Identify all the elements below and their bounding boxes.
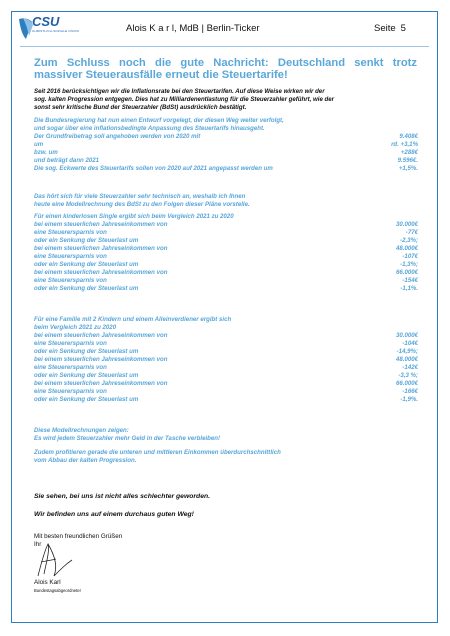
value-row xyxy=(34,396,418,404)
intro-paragraph xyxy=(34,88,418,112)
page-number: 5 xyxy=(400,23,406,34)
value-rows xyxy=(34,133,418,173)
text-line: Diese Modellrechnungen zeigen: xyxy=(34,427,129,434)
value-row xyxy=(34,356,418,364)
row-label: bei einem steuerlichen Jahreseinkommen von xyxy=(34,356,168,364)
row-value: -1,3%; xyxy=(400,261,418,269)
text-line: Das hört sich für viele Steuerzahler sehr technisch an, weshalb ich Ihnen xyxy=(34,193,246,200)
row-label: oder ein Senkung der Steuerlast um xyxy=(34,237,139,245)
row-value: +1,5%. xyxy=(398,165,418,173)
row-label: eine Steuerersparnis von xyxy=(34,253,107,261)
text-line: Es wird jedem Steuerzahler mehr Geld in der Tasche verbleiben! xyxy=(34,435,221,443)
logo-wordmark: CSU xyxy=(32,14,60,29)
row-label: bei einem steuerlichen Jahreseinkommen von xyxy=(34,221,168,229)
row-value: 48.000€ xyxy=(395,356,418,364)
row-value: 9.408€ xyxy=(399,133,418,141)
header-title: Alois K a r l, MdB | Berlin-Ticker xyxy=(126,23,260,34)
value-rows xyxy=(34,221,418,293)
row-value: -104€ xyxy=(402,340,418,348)
value-row xyxy=(34,133,418,141)
signatory-name: Alois Karl xyxy=(34,579,61,586)
row-value: 48.000€ xyxy=(395,245,418,253)
row-value: 66.000€ xyxy=(395,269,418,277)
row-label: oder ein Senkung der Steuerlast um xyxy=(34,396,139,404)
row-label: eine Steuerersparnis von xyxy=(34,340,107,348)
value-row xyxy=(34,141,418,149)
intro-line: sonst sehr kritische Bund der Steuerzahler (BdSt) ausdrücklich bestätigt. xyxy=(34,103,247,111)
row-label: bzw. um xyxy=(34,149,58,157)
value-row xyxy=(34,285,418,293)
row-value: 30.000€ xyxy=(395,221,418,229)
row-label: eine Steuerersparnis von xyxy=(34,277,107,285)
row-label: oder ein Senkung der Steuerlast um xyxy=(34,285,139,293)
header-page-label xyxy=(374,23,406,34)
value-row xyxy=(34,229,418,237)
value-row xyxy=(34,340,418,348)
row-label: bei einem steuerlichen Jahreseinkommen von xyxy=(34,245,168,253)
value-row xyxy=(34,388,418,396)
row-label: bei einem steuerlichen Jahreseinkommen von xyxy=(34,269,168,277)
row-value: -154€ xyxy=(402,277,418,285)
row-value: +288€ xyxy=(400,149,418,157)
greeting-yours: Ihr xyxy=(34,541,42,548)
text-line: Für einen kinderlosen Single ergibt sich beim Vergleich 2021 zu 2020 xyxy=(34,213,234,220)
text-line: heute eine Modellrechnung des BdSt zu den Folgen dieser Pläne vorstelle. xyxy=(34,201,250,209)
value-rows xyxy=(34,332,418,404)
value-row xyxy=(34,269,418,277)
intro-line: Seit 2016 berücksichtigen wir die Inflationsrate bei den Steuertarifen. Auf diese Weise wirken wir der xyxy=(34,88,325,95)
progression-block xyxy=(34,449,418,465)
value-row xyxy=(34,332,418,340)
signatory-role: Bundestagsabgeordneter xyxy=(34,588,82,593)
closing-line: Sie sehen, bei uns ist nicht alles schlechter geworden. xyxy=(34,493,211,500)
text-line: beim Vergleich 2021 zu 2020 xyxy=(34,324,117,332)
row-value: -107€ xyxy=(402,253,418,261)
row-value: 30.000€ xyxy=(395,332,418,340)
headline-line: Zum Schluss noch die gute Nachricht: Deutschland senkt trotz xyxy=(34,57,417,69)
value-row xyxy=(34,253,418,261)
value-row xyxy=(34,237,418,245)
row-label: um xyxy=(34,141,44,149)
row-value: 66.000€ xyxy=(395,380,418,388)
row-value: -1,1%. xyxy=(400,285,418,293)
row-label: und beträgt dann 2021 xyxy=(34,157,100,165)
intro-line: sog. kalten Progression entgegen. Dies hat zu Milliardenentlastung für die Steuerzahler geführt, wie der xyxy=(34,95,335,103)
row-label: Die sog. Eckwerte des Steuertarifs sollen von 2020 auf 2021 angepasst werden um xyxy=(34,165,273,173)
row-label: eine Steuerersparnis von xyxy=(34,388,107,396)
row-value: -142€ xyxy=(402,364,418,372)
row-value: -77€ xyxy=(405,229,418,237)
row-value: -2,3%; xyxy=(400,237,418,245)
header-divider xyxy=(20,46,429,47)
row-value: 9.596€. xyxy=(397,157,418,165)
value-row xyxy=(34,372,418,380)
row-label: bei einem steuerlichen Jahreseinkommen von xyxy=(34,380,168,388)
value-row xyxy=(34,245,418,253)
model-conclusion-block xyxy=(34,427,418,443)
value-row xyxy=(34,277,418,285)
value-row xyxy=(34,364,418,372)
single-comparison-block xyxy=(34,213,418,293)
tax-draft-block xyxy=(34,117,418,173)
explanation-block xyxy=(34,193,418,209)
value-row xyxy=(34,348,418,356)
value-row xyxy=(34,261,418,269)
value-row xyxy=(34,149,418,157)
family-comparison-block xyxy=(34,316,418,405)
page-header xyxy=(12,12,437,48)
row-value: -3,3 %; xyxy=(398,372,418,380)
row-value: -1,9%. xyxy=(400,396,418,404)
row-value: -166€ xyxy=(402,388,418,396)
text-line: Zudem profitieren gerade die unteren und mittleren Einkommen überdurchschnittlich xyxy=(34,449,281,456)
value-row xyxy=(34,157,418,165)
headline xyxy=(34,57,417,81)
row-label: oder ein Senkung der Steuerlast um xyxy=(34,261,139,269)
row-label: Der Grundfreibetrag soll angehoben werden von 2020 mit xyxy=(34,133,201,141)
value-row xyxy=(34,165,418,173)
row-value: rd. +3,1% xyxy=(391,141,418,149)
text-line: vom Abbau der kalten Progression. xyxy=(34,457,137,465)
row-label: oder ein Senkung der Steuerlast um xyxy=(34,372,139,380)
text-line: Die Bundesregierung hat nun einen Entwurf vorgelegt, der diesen Weg weiter verfolgt, xyxy=(34,117,284,124)
row-value: -14,9%; xyxy=(396,348,418,356)
logo-subtext: CHRISTLICH-SOZIALE UNION xyxy=(32,29,79,33)
row-label: eine Steuerersparnis von xyxy=(34,364,107,372)
value-row xyxy=(34,221,418,229)
row-label: bei einem steuerlichen Jahreseinkommen von xyxy=(34,332,168,340)
text-line: und sogar über eine inflationsbedingte Anpassung des Steuertarifs hinausgeht. xyxy=(34,125,265,133)
signature-icon xyxy=(32,540,92,580)
row-label: oder ein Senkung der Steuerlast um xyxy=(34,348,139,356)
page-label: Seite xyxy=(374,23,396,34)
value-row xyxy=(34,380,418,388)
row-label: eine Steuerersparnis von xyxy=(34,229,107,237)
closing-line: Wir befinden uns auf einem durchaus guten Weg! xyxy=(34,511,194,518)
text-line: Für eine Familie mit 2 Kindern und einem Alleinverdiener ergibt sich xyxy=(34,316,232,323)
greeting: Mit besten freundlichen Grüßen xyxy=(34,533,123,540)
headline-line: massiver Steuerausfälle erneut die Steuertarife! xyxy=(34,69,288,82)
